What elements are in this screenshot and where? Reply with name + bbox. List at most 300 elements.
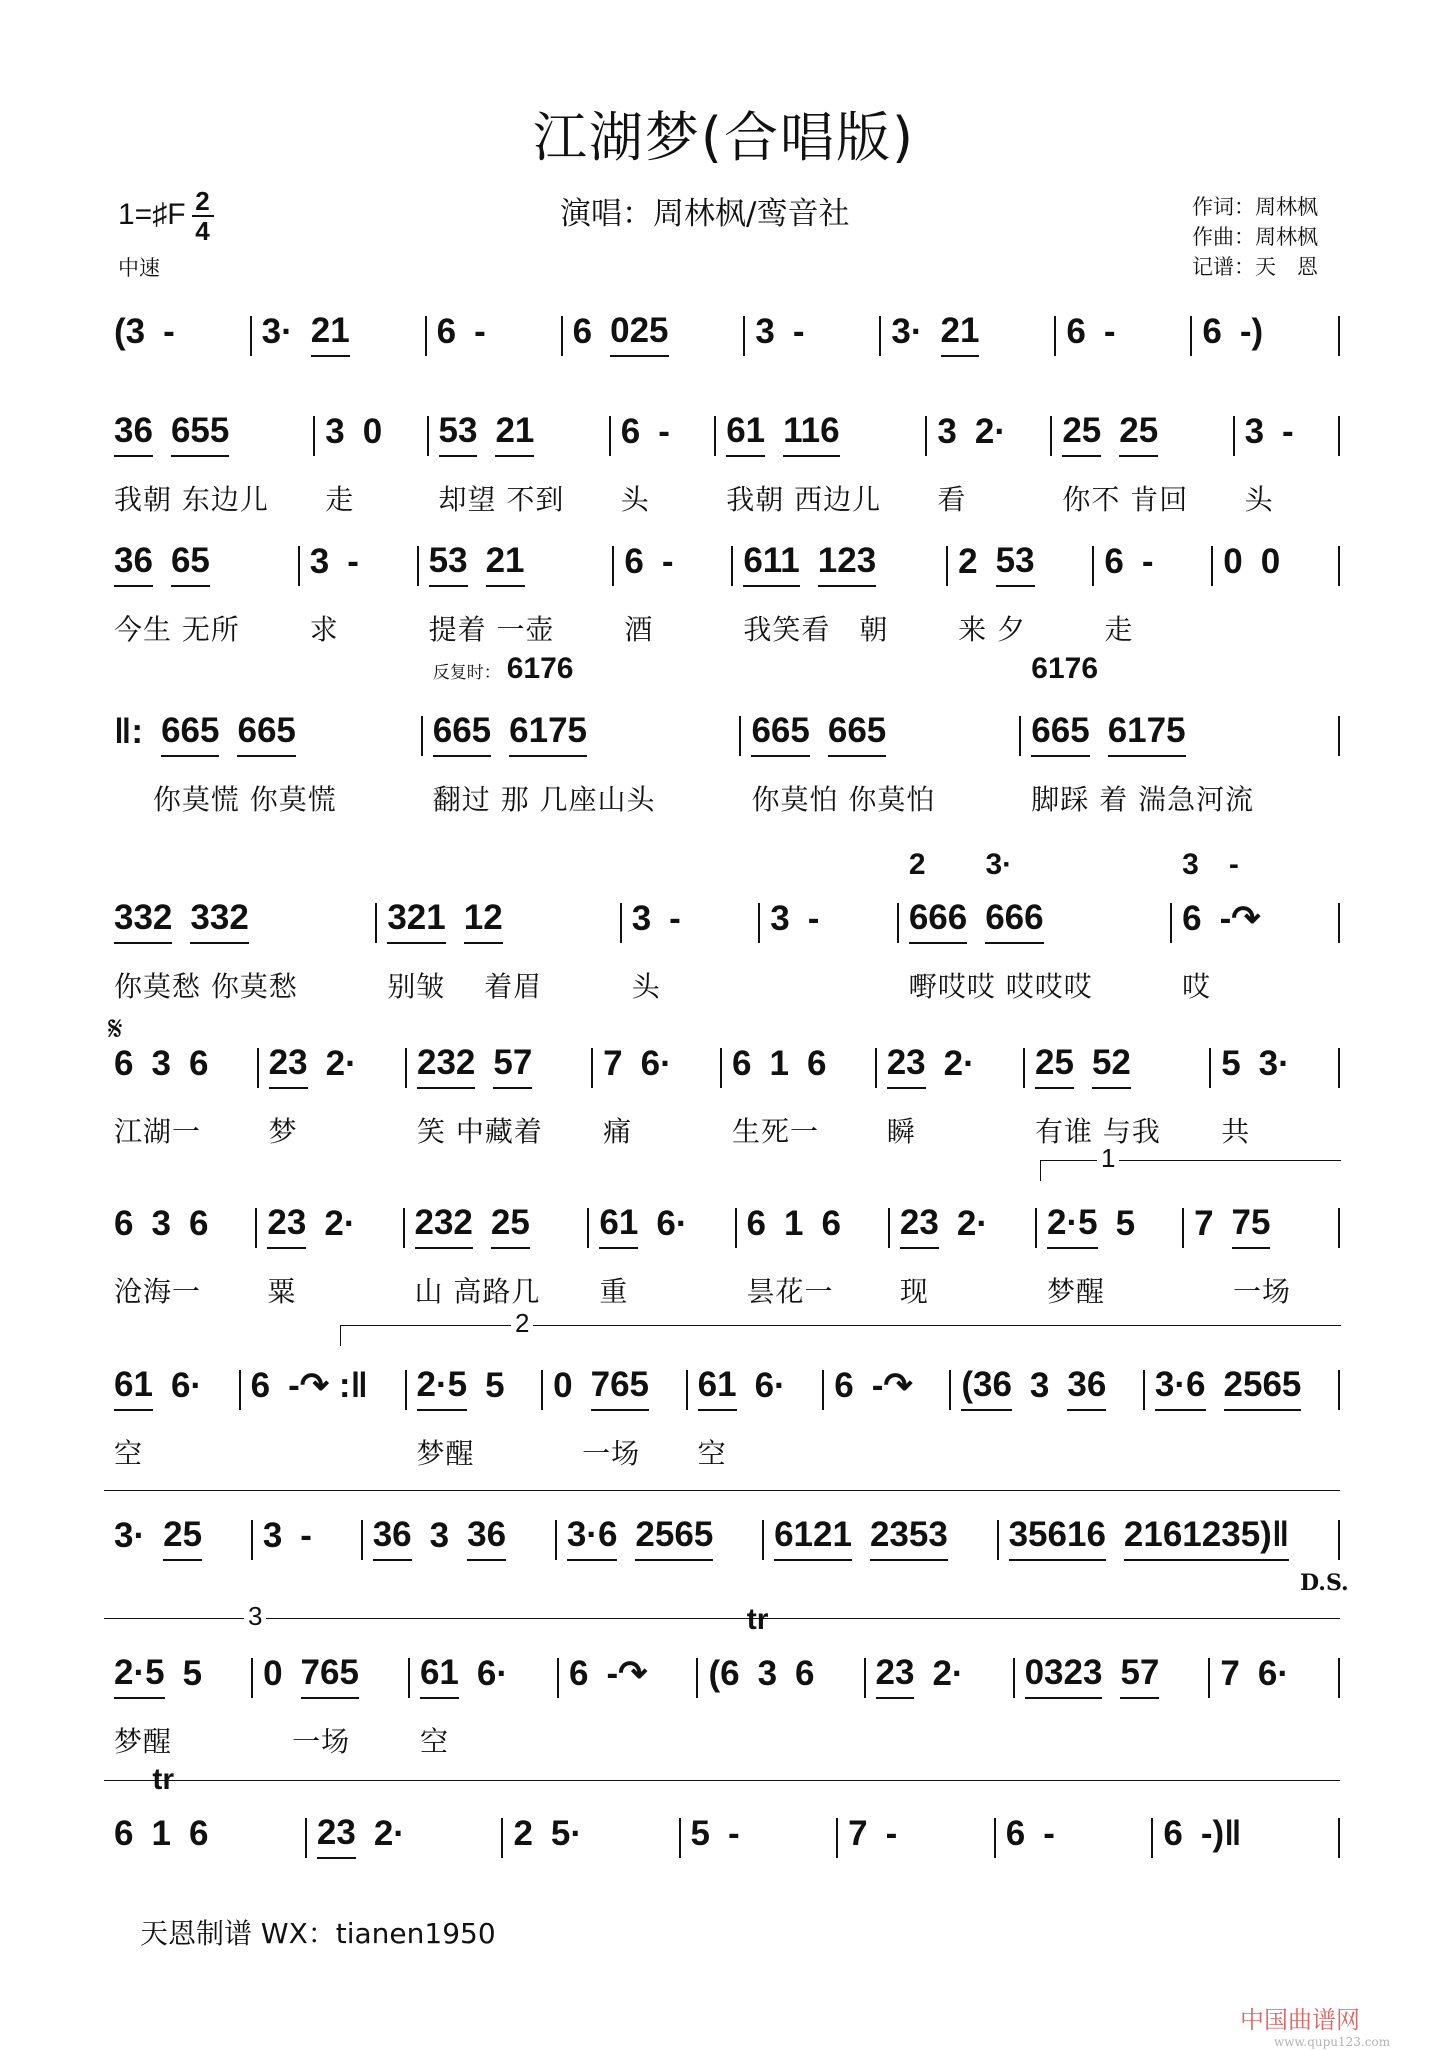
measure [315,408,426,518]
note-group: 7 [1220,1654,1240,1693]
note-group: 61 [599,1203,638,1249]
measure [257,1200,402,1310]
lyric: 梦醒 [1047,1275,1106,1308]
measure [722,1040,875,1150]
note-group: 25 [491,1203,530,1249]
note-group: 3 [151,1204,171,1243]
bar-line [1338,546,1340,586]
note-group: 611 [743,541,799,587]
note-group: 0 [263,1654,283,1693]
note-group: 21 [495,411,534,457]
note-group: 6· [656,1204,688,1243]
lyric: 我朝 东边儿 [114,483,269,516]
dal-segno: D.S. [1300,1570,1349,1596]
repeat-label: 反复时： [432,663,501,683]
note-group: 61 [698,1365,737,1411]
note-group: 6121 [774,1515,852,1561]
measure [1052,408,1232,518]
measure [252,308,425,360]
measure [427,308,561,360]
note-group: 6· [1257,1654,1289,1693]
measure [838,1810,994,1862]
lyric: 梦醒 [114,1725,173,1758]
bar-line [1338,1370,1340,1410]
time-bottom: 4 [195,216,210,246]
measure [996,1810,1152,1862]
note-group: 0 [1223,542,1243,581]
singer: 演唱：周林枫/鸾音社 [560,196,850,232]
note-group: 3 [429,1516,450,1555]
measure [1037,1200,1182,1310]
measure [410,1650,557,1760]
measure [259,1040,405,1150]
note-group: - [727,1814,740,1853]
note-group: 61 [114,1365,153,1411]
lyric: 你莫愁 你莫愁 [114,970,298,1003]
score-row [104,1512,1340,1564]
note-group: 6 [806,1044,827,1083]
credits [1192,192,1318,282]
bar-line [1338,416,1340,456]
measure [614,538,731,648]
note-group: - [885,1814,898,1853]
note-group: 3 [1029,1366,1050,1405]
alternate-notes [708,1594,768,1638]
score-row [104,408,1340,518]
lyric: 空 [697,1437,727,1470]
note-group: 23 [267,1203,306,1249]
score-row [104,1200,1340,1310]
upper-notes: tr [114,1763,174,1796]
note-group: 6 [821,1204,841,1243]
measure [307,1810,502,1862]
measure [104,1200,255,1310]
volta-1: 1 [1040,1160,1341,1181]
note-group: 53 [439,411,478,457]
measure [745,308,879,360]
measure [737,1200,888,1310]
bar-line [1338,1658,1340,1698]
measure [423,652,740,818]
note-group: 3 [151,1044,171,1083]
measure [1025,1040,1209,1150]
note-group: 21 [311,311,350,357]
measure [999,1512,1338,1564]
lyric: 头 [1244,483,1274,516]
note-group: 5 [690,1814,710,1853]
note-group: 6 [569,1654,589,1693]
lyricist: 作词：周林枫 [1192,195,1318,219]
note-group: 2565 [635,1515,713,1561]
note-group: 2 [958,542,978,581]
note-group: 655 [171,411,229,457]
measure [1056,308,1190,360]
note-group: 36 [1067,1365,1106,1411]
note-group: 0323 [1025,1653,1103,1699]
lyric: 一场 [553,1437,641,1470]
measure [429,408,609,518]
measure [1021,652,1338,818]
note-group: - [669,899,681,938]
measure [1015,1650,1209,1720]
key: 1=♯F [118,197,186,231]
score-row [104,652,1340,818]
measure [589,1200,734,1310]
bar-line [1338,1208,1340,1248]
note-group: 332 [114,898,172,944]
note-group: 232 [417,1043,475,1089]
score-row [104,1040,1340,1150]
note-group: 6 [1066,312,1086,351]
lyric: 我笑看 朝 [743,613,889,646]
note-group: (6 [708,1654,740,1693]
measure [881,308,1054,360]
measure [866,1650,1013,1720]
lyric: 脚踩 着 湍急河流 [1031,783,1255,816]
note-group: 3 [309,542,330,581]
lyric: 山 高路几 [414,1275,541,1308]
note-group: 2·5 [1047,1203,1098,1249]
note-group: 2161235)‖ [1124,1515,1289,1561]
alternate-notes [909,839,1012,883]
bar-line [1338,716,1340,756]
note-group: - [807,899,820,938]
note-group: 6· [170,1366,203,1405]
note-group: 6· [754,1366,786,1405]
note-group: 6 [114,1204,134,1243]
note-group: 25 [163,1515,202,1561]
tempo-marking: 中速 [118,256,160,280]
note-group: 3· [1258,1044,1290,1083]
measure [557,1512,762,1564]
measure [951,1362,1143,1432]
alternate-notes [433,652,574,686]
note-group: 2· [373,1814,405,1853]
time-top: 2 [195,186,210,216]
note-group: 6 [1104,542,1124,581]
note-group: 6175 [509,711,587,757]
alternate-notes [1031,652,1098,686]
note-group: -↷ :‖ [288,1366,368,1405]
lyric: 头 [620,483,650,516]
measure [1235,408,1338,518]
note-group: 6· [640,1044,672,1083]
measure [1172,848,1338,1005]
lyric: 空 [419,1725,449,1758]
note-group: 6 [795,1654,815,1693]
note-group: 61 [420,1653,459,1699]
note-group: 6 [114,1814,134,1853]
note-group: 6 [250,1366,271,1405]
note-group: 57 [1120,1653,1159,1699]
note-group: 6 [620,412,641,451]
note-group: 6 [1182,899,1202,938]
upper-notes: 6176 [1031,652,1099,685]
measure [681,1810,837,1862]
lyric: 别皱 着眉 [387,970,543,1003]
note-group: 6 [114,1044,134,1083]
note-group: - [1043,1814,1055,1853]
lyric: 看 [937,483,967,516]
lyric: 翻过 那 几座山头 [432,783,656,816]
score-row [104,538,1340,648]
bar-line [1338,1520,1340,1560]
note-group: 665 [237,711,295,757]
volta-2: 2 [340,1325,1341,1346]
note-group: 3 [262,1516,283,1555]
lyric: 梦 [268,1115,298,1148]
note-group: 116 [783,411,839,457]
measure [559,1650,696,1720]
measure [1210,1650,1338,1720]
note-group: 3 [755,312,775,351]
measure [503,1810,678,1862]
note-group: 23 [317,1813,356,1859]
measure [948,538,1092,648]
lyric: 痛 [603,1115,633,1148]
note-group: 6 [572,312,593,351]
measure [407,1362,542,1472]
measure [1145,1362,1338,1432]
lyric: 现 [899,1275,929,1308]
note-group: 1 [783,1204,804,1243]
note-group: 2·5 [417,1365,468,1411]
note-group: 6 [1005,1814,1026,1853]
transcriber: 记谱：天 恩 [1192,255,1318,279]
measure [253,1512,361,1564]
measure [104,895,375,1005]
lyric: 笑 中藏着 [417,1115,543,1148]
note-group: (36 [961,1365,1012,1411]
measure [688,1362,823,1472]
note-group: 3· [261,312,293,351]
note-group: 12 [464,898,503,944]
note-group: 666 [909,898,967,944]
note-group: - [658,412,670,451]
note-group: - [163,312,175,351]
note-group: 3·6 [1155,1365,1206,1411]
alternate-notes [1182,839,1239,883]
lyric: 今生 无所 [114,613,240,646]
note-group: -↷ [606,1654,648,1693]
note-group: 6 [188,1044,209,1083]
lyric: 生死一 [732,1115,820,1148]
measure [363,1512,555,1564]
note-group: 2 [513,1814,533,1853]
note-group: 321 [387,898,445,944]
score-row [104,1362,1340,1472]
note-group: 665 [433,711,491,757]
lyric: 你莫慌 你莫慌 [114,783,337,816]
note-group: 21 [941,311,980,357]
note-group: 123 [818,541,876,587]
measure [1213,538,1338,608]
note-group: 52 [1092,1043,1131,1089]
lyric: 昙花一 [746,1275,834,1308]
system-line [104,1780,1340,1781]
measure [104,408,313,518]
composer: 作曲：周林枫 [1192,225,1318,249]
note-group: 3 [631,899,652,938]
score-row [104,1603,1340,1760]
note-group: 5 [182,1654,203,1693]
note-group: (3 [114,312,146,351]
note-group: 1 [151,1814,171,1853]
time-signature [192,188,214,244]
segno-sign: 𝄋 [108,1010,123,1048]
measure [741,708,1019,818]
lyric: 走 [325,483,355,516]
lyric: 一场 [263,1725,351,1758]
note-group: 232 [415,1203,473,1249]
note-group: 332 [190,898,248,944]
score-row [104,1763,1340,1862]
note-group: 665 [828,711,886,757]
measure [877,1040,1023,1150]
note-group: 2· [324,1204,356,1243]
lyric: 共 [1221,1115,1251,1148]
note-group: 53 [996,541,1035,587]
note-group: - [300,1516,312,1555]
measure [543,1362,685,1472]
note-group: - [1103,312,1116,351]
note-group: 5 [485,1366,505,1405]
note-group: - [347,542,359,581]
lyric: 江湖一 [114,1115,202,1148]
upper-notes: 6176 [506,652,574,685]
measure [733,538,946,648]
measure [716,408,925,518]
lyric: 瞬 [886,1115,916,1148]
note-group: - [792,312,805,351]
note-group: 75 [1232,1203,1271,1249]
measure [1153,1810,1338,1862]
measure [593,1040,720,1150]
note-group: - [661,542,674,581]
note-group: 5· [550,1814,583,1853]
lyric: 粟 [267,1275,297,1308]
lyric: 我朝 西边儿 [726,483,882,516]
note-group: 665 [1031,711,1089,757]
measure [764,1512,997,1564]
note-group: -↷ [871,1366,913,1405]
note-group: 2565 [1224,1365,1302,1411]
lyric: 梦醒 [416,1437,475,1470]
note-group: 23 [876,1653,915,1699]
note-group: 5 [1115,1204,1136,1243]
bar-line [1338,316,1340,356]
measure [563,308,744,360]
lyric: 酒 [624,613,654,646]
lyric: 有谁 与我 [1035,1115,1161,1148]
measure [104,308,250,360]
measure [622,895,759,1005]
note-group: 2· [943,1044,975,1083]
bar-line [1338,903,1340,943]
note-group: 3 [757,1654,778,1693]
note-group: 23 [887,1043,926,1089]
measure [419,538,613,648]
lyric: 一场 [1194,1275,1291,1308]
measure [104,1362,239,1472]
measure [1094,538,1211,648]
note-group: 0 [1260,542,1281,581]
note-group: -)‖ [1200,1814,1242,1853]
footer-credit: 天恩制谱 WX：tianen1950 [140,1917,496,1950]
alternate-notes [114,1754,174,1798]
lyric: 你不 肯回 [1062,483,1189,516]
note-group: 0 [362,412,383,451]
note-group: 7 [1194,1204,1214,1243]
measure [104,1763,305,1862]
note-group: 61 [726,411,765,457]
note-group: 23 [269,1043,308,1089]
note-group: 3 [325,412,345,451]
measure [253,1650,408,1760]
note-group: 765 [591,1365,649,1411]
bar-line [1338,1818,1340,1858]
lyric: 你莫怕 你莫怕 [751,783,936,816]
lyric: 走 [1104,613,1134,646]
note-group: 2· [932,1654,964,1693]
measure [1211,1040,1338,1150]
measure [241,1362,405,1432]
note-group: 2·5 [114,1653,165,1699]
measure [377,895,619,1005]
note-group: 5 [1221,1044,1241,1083]
volta-3: 3 [104,1618,1340,1639]
note-group: ‖: [114,712,144,751]
lyric: 嘢哎哎 哎哎哎 [908,970,1093,1003]
measure [698,1603,863,1720]
lyric: 重 [599,1275,629,1308]
note-group: 2· [974,412,1007,451]
note-group: 666 [985,898,1043,944]
lyric: 哎 [1182,970,1212,1003]
note-group: 6· [476,1654,508,1693]
note-group: 2· [325,1044,357,1083]
note-group: 36 [373,1515,412,1561]
measure [104,708,421,818]
note-group: 3·6 [567,1515,618,1561]
watermark: 中国曲谱网 www.qupu123.com [1240,2006,1391,2049]
note-group: 2353 [870,1515,948,1561]
upper-notes: 3 - [1182,848,1239,881]
note-group: 3 [770,899,790,938]
note-group: 6 [1202,312,1222,351]
note-group: 25 [1035,1043,1074,1089]
note-group: 25 [1062,411,1101,457]
measure [104,1512,251,1564]
note-group: 57 [493,1043,532,1089]
note-group: 665 [751,711,809,757]
measure [611,408,714,518]
measure [760,895,897,965]
note-group: 6 [732,1044,752,1083]
measure [890,1200,1035,1310]
note-group: 53 [429,541,468,587]
note-group: 6 [188,1814,209,1853]
note-group: 6 [188,1204,209,1243]
note-group: -↷ [1219,899,1261,938]
measure [824,1362,949,1432]
measure [104,1650,251,1760]
note-group: 3· [891,312,923,351]
note-group: 0 [553,1366,573,1405]
song-title: 江湖梦(合唱版) [532,106,916,169]
score-row [104,308,1340,360]
note-group: 6 [746,1204,766,1243]
